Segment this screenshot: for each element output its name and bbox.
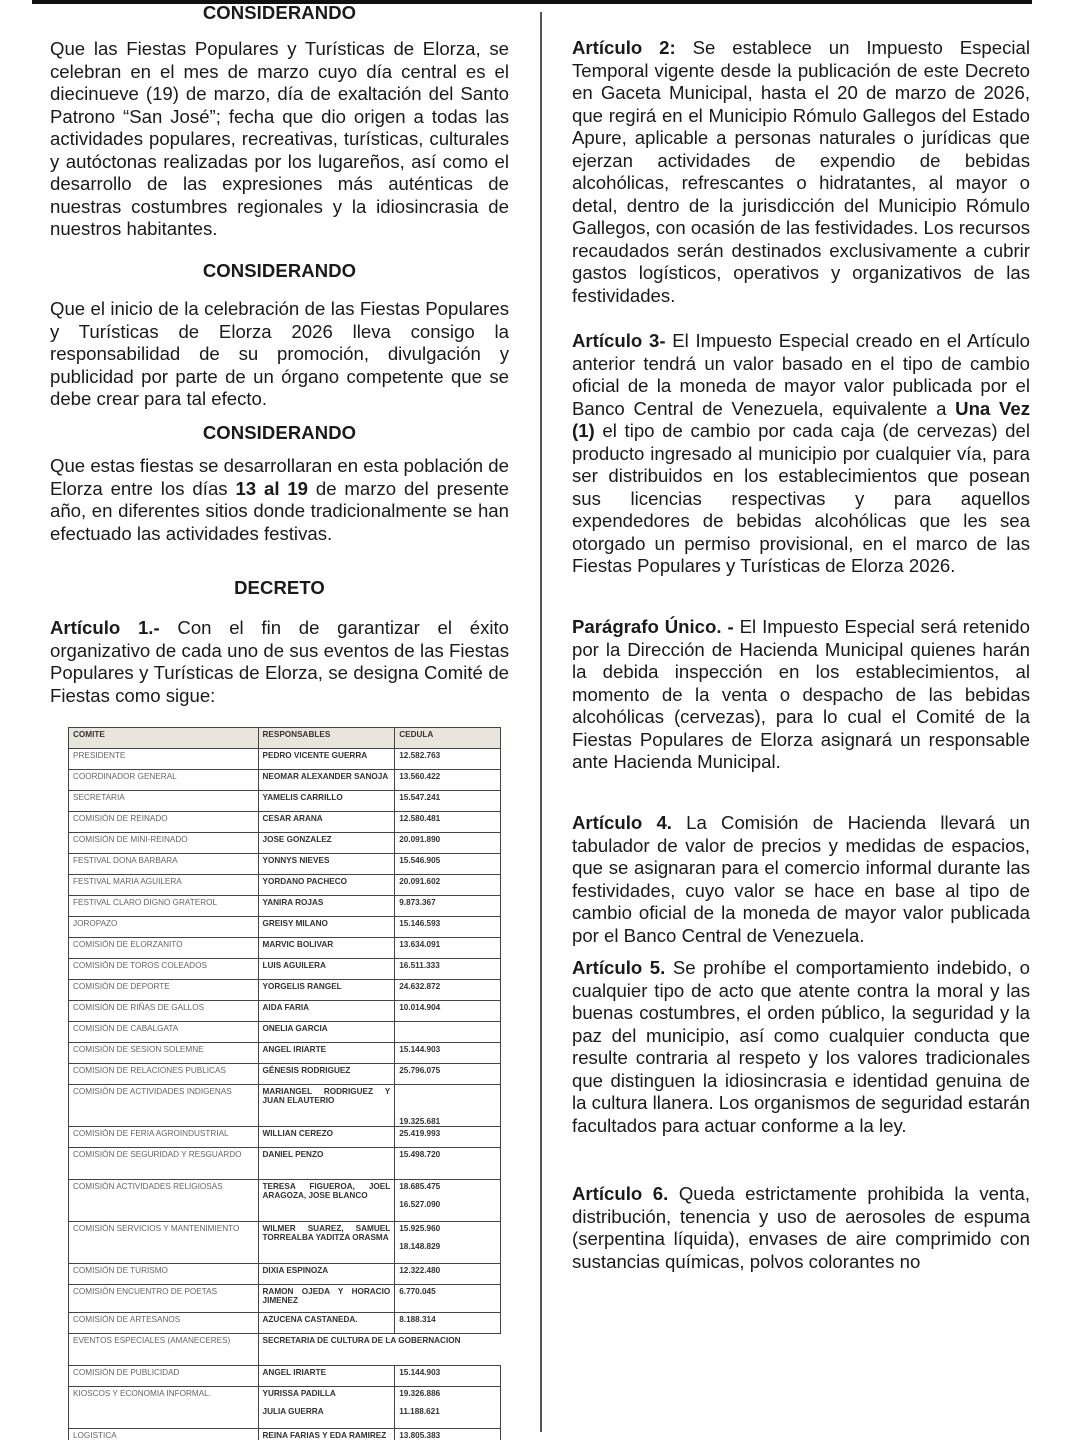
cell-responsables [258,770,395,791]
cell-cedula [395,1022,501,1043]
responsable-name: GÉNESIS RODRIGUEZ [262,1066,351,1075]
cell-responsables [258,1264,395,1285]
text-segment: el tipo de cambio por cada caja (de cervezas) del producto ingresado al municipio por cualquier vía, para ser distribuidos en los establecimientos que posean sus licencias respectivas y para aquellos expendedores de bebidas alcohólicas que les sea otorgado un permiso provisional, en el marco de las Fiestas Populares y Turísticas de Elorza 2026. [572,420,1030,576]
articulo-3 [572,330,1030,578]
table-row [69,791,501,812]
cell-cedula [395,1148,501,1180]
cell-comite: COMISIÓN SERVICIOS Y MANTENIMIENTO [69,1222,259,1264]
cedula-value: 12.580.481 [399,814,441,823]
table-row [69,812,501,833]
responsable-name: LUIS AGUILERA [262,961,326,970]
paragrafo-unico-label: Parágrafo Único. - [572,616,734,637]
cedula-value: 19.326.886 [399,1389,441,1398]
header-responsables: RESPONSABLES [258,728,395,749]
responsable-name: ONELIA GARCIA [262,1024,328,1033]
header-comite: COMITE [69,728,259,749]
cell-responsables [258,1429,395,1440]
responsable-name: YANIRA ROJAS [262,898,324,907]
cell-comite: FESTIVAL CLARO DIGNO GRATEROL [69,896,259,917]
table-row [69,1148,501,1180]
cell-cedula [395,749,501,770]
articulo-2-label: Artículo 2: [572,37,676,58]
responsable-name: YORDANO PACHECO [262,877,347,886]
cell-cedula [395,917,501,938]
responsable-name: YURISSA PADILLA [262,1389,336,1398]
cell-responsables [258,1285,395,1313]
cedula-value: 25.419.993 [399,1129,441,1138]
cedula-value: 13.805.383 [399,1431,441,1440]
table-row [69,938,501,959]
cedula-value: 8.188.314 [399,1315,436,1324]
table-row [69,1001,501,1022]
table-row [69,980,501,1001]
responsable-name: TERESA FIGUEROA, JOEL ARAGOZA, JOSE BLANCO [262,1182,391,1200]
responsable-name: YORGELIS RANGEL [262,982,342,991]
cedula-value: 6.770.045 [399,1287,436,1296]
articulo-4 [572,812,1030,947]
responsable-name: ANGEL IRIARTE [262,1045,327,1054]
table-row [69,1064,501,1085]
comite-table [68,727,501,1440]
cell-comite: COMISIÓN DE CABALGATA [69,1022,259,1043]
cedula-value: 20.091.602 [399,877,441,886]
cell-comite: SECRETARIA [69,791,259,812]
responsable-name: WILLIAN CEREZO [262,1129,334,1138]
cell-responsables [258,854,395,875]
cell-cedula [395,875,501,896]
cell-cedula [395,1222,501,1264]
cedula-value: 24.632.872 [399,982,441,991]
table-row [69,1429,501,1440]
table-row [69,1222,501,1264]
cell-responsables [258,938,395,959]
cell-comite: LOGISTICA [69,1429,259,1440]
cell-responsables [258,1043,395,1064]
cell-comite: PRESIDENTE [69,749,259,770]
date-range-bold: 13 al 19 [235,477,309,499]
cell-responsables [258,812,395,833]
cell-comite: COMISIÓN DE DEPORTE [69,980,259,1001]
cell-responsables [258,1022,395,1043]
cell-cedula [395,1064,501,1085]
cell-comite: COMISIÓN DE MINI-REINADO [69,833,259,854]
cell-comite: COMISIÓN DE SESION SOLEMNE [69,1043,259,1064]
responsable-name: SECRETARIA DE CULTURA DE LA GOBERNACION [262,1336,461,1345]
column-divider [540,12,542,1432]
table-row [69,1366,501,1387]
cell-comite: COORDINADOR GENERAL [69,770,259,791]
table-row [69,1043,501,1064]
cell-responsables [258,917,395,938]
table-row [69,833,501,854]
responsable-name: WILMER SUAREZ, SAMUEL TORREALBA YADITZA ORASMA [262,1224,391,1242]
cell-responsables [258,875,395,896]
cell-responsables [258,1334,500,1366]
table-row [69,1180,501,1222]
articulo-1 [50,617,509,707]
cell-responsables [258,1085,395,1127]
cell-responsables [258,896,395,917]
cedula-value: 15.546.905 [399,856,441,865]
articulo-6-label: Artículo 6. [572,1183,669,1204]
cell-comite: COMISIÓN DE RIÑAS DE GALLOS [69,1001,259,1022]
cedula-value: 15.498.720 [399,1150,441,1159]
cell-cedula [395,1429,501,1440]
cell-cedula [395,1387,501,1429]
considerando-text-3 [50,455,509,545]
cell-cedula [395,1085,501,1127]
table-row [69,896,501,917]
text-segment: Que estas fiestas se desarrollaran en esta población de Elorza entre los días [50,455,509,499]
articulo-6-text: Queda estrictamente prohibida la venta, distribución, tenencia y uso de aerosoles de espuma (serpentina líquida), envases de aire comprimido con sustancias químicas, polvos colorantes no [572,1183,1031,1272]
decreto-heading: DECRETO [234,577,325,598]
articulo-1-text: Con el fin de garantizar el éxito organizativo de cada uno de sus eventos de las Fiestas Populares y Turísticas de Elorza, se designa Comité de Fiestas como sigue: [50,617,510,706]
cell-responsables [258,1222,395,1264]
cell-cedula [395,959,501,980]
cedula-value: 13.634.091 [399,940,441,949]
cell-responsables [258,1148,395,1180]
paragrafo-unico-text: El Impuesto Especial será retenido por la Dirección de Hacienda Municipal quienes harán la debida inspección en los establecimientos, al momento de la venta o despacho de las bebidas alcohólicas (cervezas), para lo cual el Comité de la Fiestas Populares de Elorza asignará un responsable ante Hacienda Municipal. [572,616,1030,772]
table-row [69,1085,501,1127]
cell-cedula [395,770,501,791]
cell-cedula [395,1313,501,1334]
articulo-5 [572,957,1030,1137]
cell-comite: FESTIVAL DONA BARBARA [69,854,259,875]
cedula-value: 15.146.593 [399,919,441,928]
table-row [69,770,501,791]
table-row [69,1285,501,1313]
articulo-1-label: Artículo 1.- [50,617,160,638]
considerando-heading-3: CONSIDERANDO [202,422,357,443]
cedula-value: 15.547.241 [399,793,441,802]
cedula-value-2: 16.527.090 [399,1200,441,1209]
cell-responsables [258,1366,395,1387]
cell-cedula [395,1001,501,1022]
cell-cedula [395,791,501,812]
articulo-4-text: La Comisión de Hacienda llevará un tabulador de valor de precios y medidas de espacios, que se asignaran para el comercio informal durante las festividades, cuyo valor se hace en base al tipo de cambio oficial de la moneda de mayor valor publicada por el Banco Central de Venezuela. [572,812,1031,946]
cell-comite: COMISIÓN DE FERIA AGROINDUSTRIAL [69,1127,259,1148]
cell-comite: KIOSCOS Y ECONOMIA INFORMAL. [69,1387,259,1429]
responsable-name: CESAR ARANA [262,814,323,823]
articulo-2-text: Se establece un Impuesto Especial Temporal vigente desde la publicación de este Decreto en Gaceta Municipal, hasta el 20 de marzo de 2026, que regirá en el Municipio Rómulo Gallegos del Estado Apure, aplicable a personas naturales o jurídicas que ejerzan actividades de expendio de bebidas alcohólicas, refrescantes o hidratantes, al mayor o detal, dentro de la jurisdicción del Municipio Rómulo Gallegos, con ocasión de las festividades. Los recursos recaudados serán destinados exclusivamente a cubrir gastos logísticos, operativos y organizativos de las festividades. [572,37,1030,306]
articulo-5-label: Artículo 5. [572,957,666,978]
table-row [69,1127,501,1148]
cell-comite: COMISIÓN DE TOROS COLEADOS [69,959,259,980]
articulo-3-label: Artículo 3- [572,330,666,351]
cedula-value: 13.560.422 [399,772,441,781]
cedula-value: 16.511.333 [399,961,440,970]
table-row [69,917,501,938]
cedula-value: 10.014.904 [399,1003,441,1012]
responsable-name: DANIEL PENZO [262,1150,324,1159]
table-row [69,1022,501,1043]
cell-responsables [258,1313,395,1334]
cedula-value: 15.144.903 [399,1368,441,1377]
cell-responsables [258,1387,395,1429]
responsable-name: ANGEL IRIARTE [262,1368,327,1377]
responsable-name-2: JULIA GUERRA [262,1407,324,1416]
responsable-name: YAMELIS CARRILLO [262,793,343,802]
table-row [69,854,501,875]
cell-responsables [258,1180,395,1222]
cedula-value: 20.091.890 [399,835,441,844]
cell-cedula [395,812,501,833]
cell-responsables [258,833,395,854]
table-row [69,959,501,980]
cell-cedula [395,1127,501,1148]
considerando-heading-1: CONSIDERANDO [202,2,357,23]
cedula-value-2: 11.188.621 [399,1407,440,1416]
cedula-value: 9.873.367 [399,898,436,907]
considerando-text-2: Que el inicio de la celebración de las Fiestas Populares y Turísticas de Elorza 2026 lleva consigo la responsabilidad de su promoción, divulgación y publicidad por parte de un órgano competente que se debe crear para tal efecto. [50,298,509,409]
cell-responsables [258,980,395,1001]
articulo-5-text: Se prohíbe el comportamiento indebido, o cualquier tipo de acto que atente contra la moral y las buenas costumbres, el orden público, la seguridad y la paz del municipio, así como cualquier conducta que resulte contraria al respeto y los valores tradicionales que distinguen la idiosincrasia e identidad genuina de la cultura llanera. Los organismos de seguridad estarán facultados para actuar conforme a la ley. [572,957,1031,1136]
cedula-value-2: 18.148.829 [399,1242,441,1251]
table-row [69,1334,501,1366]
table-header-row [69,728,501,749]
cell-comite: JOROPAZO [69,917,259,938]
cell-cedula [395,1366,501,1387]
cell-cedula [395,833,501,854]
cell-cedula [395,1180,501,1222]
table-row [69,875,501,896]
text-segment: de marzo del presente año, en diferentes sitios donde tradicionalmente se han efectuado las actividades festivas. [50,477,509,544]
responsable-name: YONNYS NIEVES [262,856,330,865]
table-row [69,1264,501,1285]
cell-comite: COMISIÓN ENCUENTRO DE POETAS [69,1285,259,1313]
header-cedula: CEDULA [395,728,501,749]
cell-cedula [395,1043,501,1064]
considerando-heading-2: CONSIDERANDO [202,260,357,281]
responsable-name: RAMON OJEDA Y HORACIO JIMENEZ [262,1287,391,1305]
responsable-name: REINA FARIAS Y EDA RAMIREZ [262,1431,387,1440]
cell-comite: COMISIÓN DE ELORZANITO [69,938,259,959]
cedula-value: 12.582.763 [399,751,441,760]
cedula-value: 25.796.075 [399,1066,441,1075]
text-segment: El Impuesto Especial creado en el Artículo anterior tendrá un valor basado en el tipo de cambio oficial de la moneda de mayor valor publicada por el Banco Central de Venezuela, equivalente a [572,330,1030,419]
responsable-name: AIDA FARIA [262,1003,310,1012]
table-row [69,1387,501,1429]
cell-cedula [395,1264,501,1285]
cell-comite: COMISIÓN DE ACTIVIDADES INDIGENAS [69,1085,259,1127]
cell-comite: COMISIÓN ACTIVIDADES RELIGIOSAS [69,1180,259,1222]
paragrafo-unico [572,616,1030,774]
cell-cedula [395,980,501,1001]
responsable-name: JOSE GONZALEZ [262,835,332,844]
table-row [69,1313,501,1334]
articulo-6 [572,1183,1030,1273]
cell-comite: COMISIÓN DE TURISMO [69,1264,259,1285]
cell-cedula [395,938,501,959]
cell-cedula [395,896,501,917]
cell-responsables [258,749,395,770]
articulo-4-label: Artículo 4. [572,812,672,833]
responsable-name: PEDRO VICENTE GUERRA [262,751,368,760]
cell-cedula [395,1285,501,1313]
responsable-name: GREISY MILANO [262,919,328,928]
cedula-value: 18.685.475 [399,1182,441,1191]
cell-responsables [258,1001,395,1022]
articulo-2 [572,37,1030,307]
cell-comite: FESTIVAL MARIA AGUILERA [69,875,259,896]
responsable-name: AZUCENA CASTANEDA. [262,1315,358,1324]
cell-responsables [258,1064,395,1085]
cell-responsables [258,1127,395,1148]
cedula-value: 12.322.480 [399,1266,441,1275]
cell-comite: COMISIÓN DE PUBLICIDAD [69,1366,259,1387]
cell-comite: COMISIÓN DE ARTESANOS [69,1313,259,1334]
responsable-name: DIXIA ESPINOZA [262,1266,329,1275]
responsable-name: MARIANGEL RODRIGUEZ Y JUAN ELAUTERIO [262,1087,391,1105]
cedula-value: 19.325.681 [399,1117,441,1126]
cedula-value: 15.144.903 [399,1045,441,1054]
cell-comite: COMISIÓN DE REINADO [69,812,259,833]
cell-responsables [258,959,395,980]
cell-comite: COMISIÓN DE SEGURIDAD Y RESGUARDO [69,1148,259,1180]
responsable-name: NEOMAR ALEXANDER SANOJA [262,772,389,781]
responsable-name: MARVIC BOLIVAR [262,940,334,949]
table-row [69,749,501,770]
una-vez-bold: Una Vez (1) [572,397,1031,441]
cell-responsables [258,791,395,812]
cell-cedula [395,854,501,875]
cell-comite: EVENTOS ESPECIALES (AMANECERES) [69,1334,259,1366]
cedula-value: 15.925.960 [399,1224,441,1233]
cell-comite: COMISION DE RELACIONES PUBLICAS [69,1064,259,1085]
considerando-text-1: Que las Fiestas Populares y Turísticas de Elorza, se celebran en el mes de marzo cuyo día central es el diecinueve (19) de marzo, día de exaltación del Santo Patrono “San José”; fecha que dio origen a todas las actividades populares, recreativas, turísticas, culturales y autóctonas realizadas por los lugareños, así como el desarrollo de las expresiones más auténticas de nuestras costumbres regionales y la idiosincrasia de nuestros habitantes. [50,38,509,239]
